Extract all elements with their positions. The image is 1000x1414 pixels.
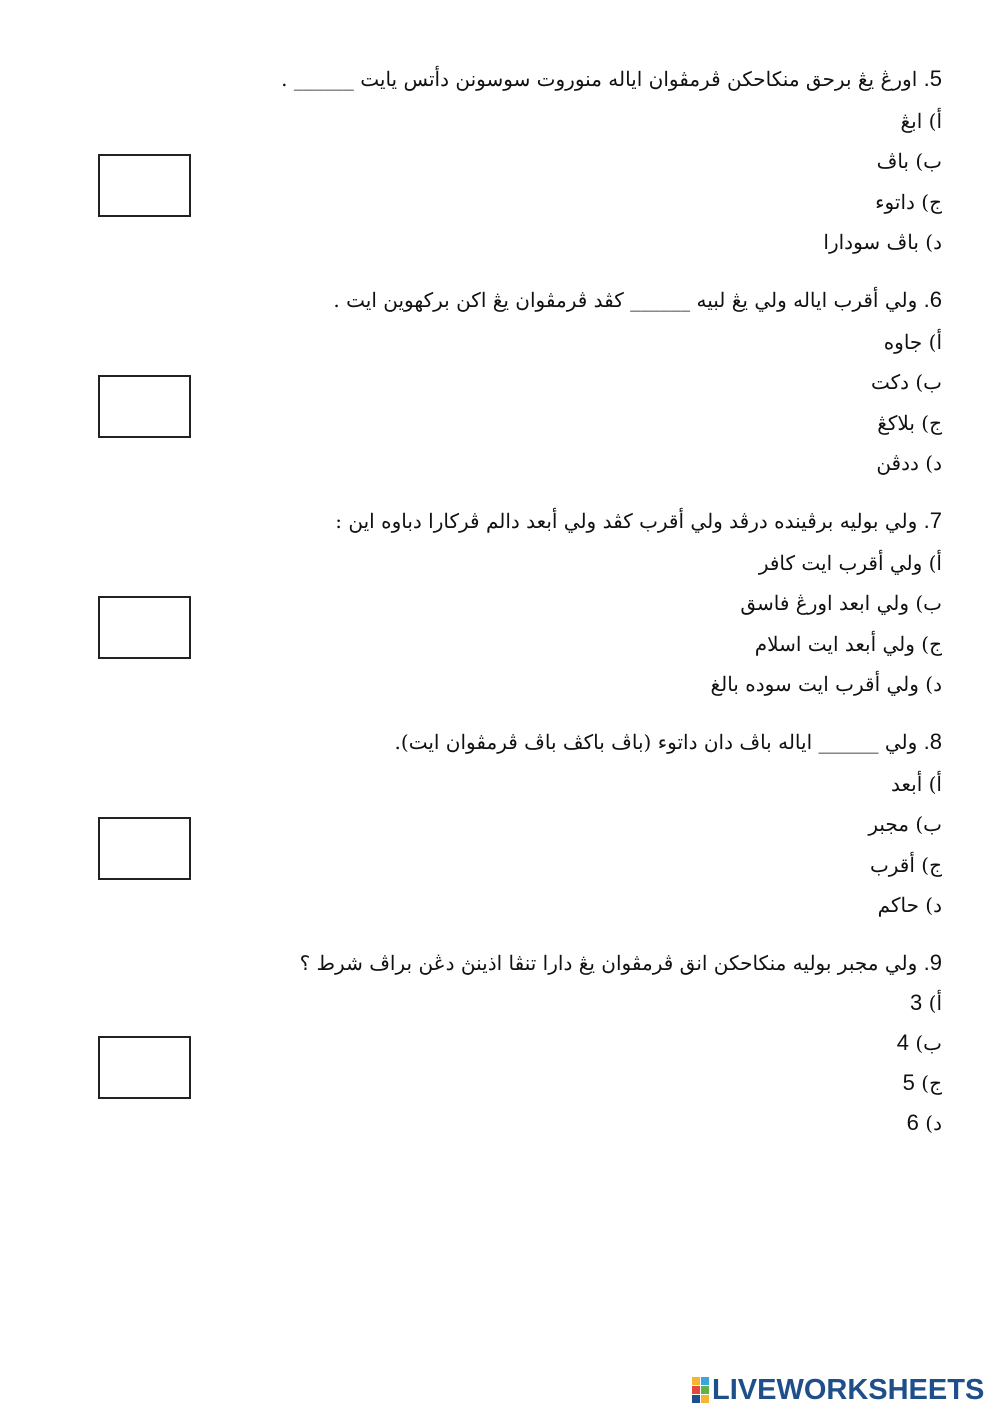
option-marker: ب): [915, 1031, 942, 1055]
option-b: [897, 1029, 942, 1057]
answer-input-box[interactable]: [98, 1036, 191, 1099]
option-d: د) باڤ سودارا: [823, 230, 942, 254]
question-number: 8.: [923, 729, 942, 754]
option-a: أ) ولي أقرب ايت كافر: [758, 551, 942, 575]
question-5-text: [281, 65, 942, 93]
option-a: [910, 989, 942, 1017]
logo-text: LIVEWORKSHEETS: [712, 1373, 985, 1406]
option-d: [907, 1109, 942, 1137]
option-marker: أ): [928, 991, 942, 1015]
question-number: 9.: [923, 950, 942, 975]
liveworksheets-logo: [692, 1374, 984, 1406]
option-b: ب) مجبر: [868, 812, 942, 836]
question-7-text: [335, 507, 942, 535]
question-prompt: ولي بوليه برڤينده درڤد ولي أقرب كڤد ولي أبعد دالم ڤركارا دباوه اين :: [335, 509, 918, 533]
option-a: أ) جاوه: [883, 330, 942, 354]
option-d: د) حاكم: [877, 893, 942, 917]
question-6-text: [333, 286, 942, 314]
option-c: [903, 1069, 942, 1097]
question-prompt: اورڠ يڠ برحق منكاحكن ڤرمڤوان اياله منوروت سوسونن دأتس يايت ______ .: [281, 67, 918, 91]
question-prompt: ولي ______ اياله باڤ دان داتوء (باڤ باكڤ باڤ ڤرمڤوان ايت).: [394, 730, 918, 754]
question-8-text: [395, 728, 942, 756]
option-marker: ج): [921, 1071, 942, 1095]
option-b: ب) ولي ابعد اورڠ فاسق: [740, 591, 942, 615]
answer-input-box[interactable]: [98, 596, 191, 659]
option-d: د) ولي أقرب ايت سوده بالغ: [710, 672, 942, 696]
option-b: ب) دكت: [870, 370, 942, 394]
option-c: ج) أقرب: [869, 853, 942, 877]
option-a: أ) ابڠ: [900, 109, 942, 133]
option-c: ج) داتوء: [875, 190, 942, 214]
option-b: ب) باڤ: [876, 149, 942, 173]
liveworksheets-logo-icon: [692, 1377, 709, 1403]
question-prompt: ولي مجبر بوليه منكاحكن انق ڤرمڤوان يڠ دارا تنڤا اذينڽ دڠن براڤ شرط ؟: [299, 951, 918, 975]
answer-input-box[interactable]: [98, 154, 191, 217]
option-value: 6: [906, 1110, 919, 1135]
option-d: د) ددڤن: [876, 451, 942, 475]
option-value: 3: [910, 990, 923, 1015]
option-a: أ) أبعد: [891, 772, 942, 796]
option-c: ج) ولي أبعد ايت اسلام: [754, 632, 942, 656]
question-number: 5.: [923, 66, 942, 91]
option-value: 5: [902, 1070, 915, 1095]
answer-input-box[interactable]: [98, 817, 191, 880]
option-value: 4: [896, 1030, 909, 1055]
option-marker: د): [925, 1111, 942, 1135]
option-c: ج) بلاكڠ: [877, 411, 942, 435]
question-number: 7.: [923, 508, 942, 533]
question-number: 6.: [923, 287, 942, 312]
answer-input-box[interactable]: [98, 375, 191, 438]
question-prompt: ولي أقرب اياله ولي يڠ لبيه ______ كڤد ڤرمڤوان يڠ اكن بركهوين ايت .: [333, 288, 918, 312]
question-9-text: [300, 949, 942, 977]
